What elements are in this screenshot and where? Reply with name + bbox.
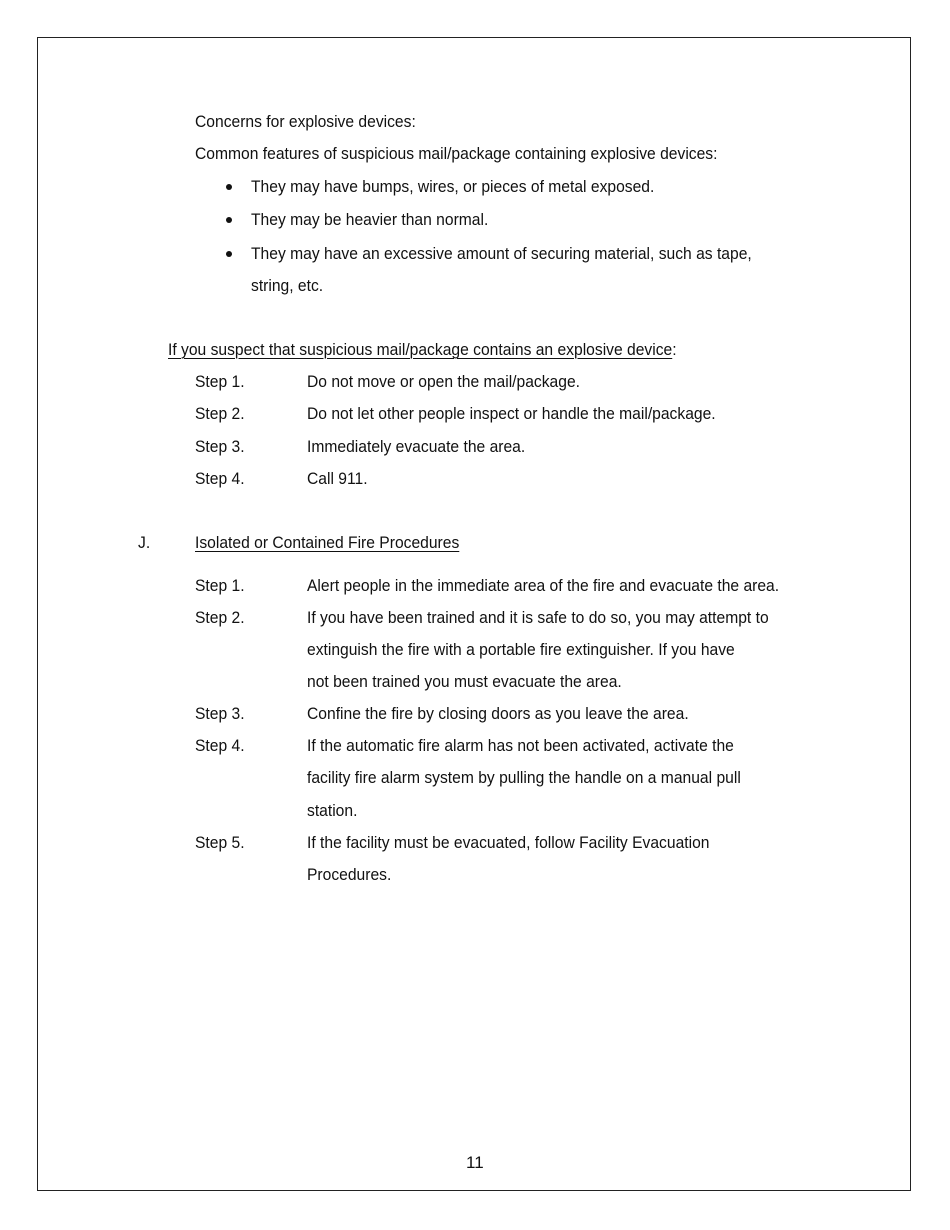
fire-step-label: Step 3. xyxy=(195,704,245,723)
fire-step-text: If you have been trained and it is safe to do so, you may attempt to xyxy=(307,608,769,627)
fire-step-text: Procedures. xyxy=(307,865,392,884)
suspect-heading-colon: : xyxy=(672,340,677,359)
bullet-icon xyxy=(226,217,232,223)
fire-step-label: Step 5. xyxy=(195,833,245,852)
fire-step-text: station. xyxy=(307,801,358,820)
section-title: Isolated or Contained Fire Procedures xyxy=(195,533,460,552)
suspect-heading-text: If you suspect that suspicious mail/package contains an explosive device xyxy=(168,340,673,359)
explosives-intro: Common features of suspicious mail/package containing explosive devices: xyxy=(195,144,718,163)
bullet-item-1: They may have bumps, wires, or pieces of metal exposed. xyxy=(251,177,655,196)
explosive-step-label: Step 1. xyxy=(195,372,245,391)
bullet-item-3: They may have an excessive amount of securing material, such as tape, xyxy=(251,244,752,263)
fire-step-label: Step 1. xyxy=(195,576,245,595)
explosive-step-text: Do not move or open the mail/package. xyxy=(307,372,580,391)
section-letter: J. xyxy=(138,533,151,552)
fire-step-text: If the automatic fire alarm has not been activated, activate the xyxy=(307,736,734,755)
fire-step-label: Step 2. xyxy=(195,608,245,627)
fire-step-text: Confine the fire by closing doors as you leave the area. xyxy=(307,704,689,723)
fire-step-label: Step 4. xyxy=(195,736,245,755)
bullet-item-3-continued: string, etc. xyxy=(251,276,324,295)
page-number: 11 xyxy=(466,1153,484,1172)
explosive-step-label: Step 2. xyxy=(195,404,245,423)
fire-step-text: extinguish the fire with a portable fire extinguisher. If you have xyxy=(307,640,735,659)
explosive-step-label: Step 4. xyxy=(195,469,245,488)
fire-step-text: Alert people in the immediate area of the fire and evacuate the area. xyxy=(307,576,780,595)
explosive-step-text: Do not let other people inspect or handle the mail/package. xyxy=(307,404,716,423)
fire-step-text: facility fire alarm system by pulling the handle on a manual pull xyxy=(307,768,741,787)
bullet-icon xyxy=(226,184,232,190)
bullet-item-2: They may be heavier than normal. xyxy=(251,210,489,229)
explosives-heading: Concerns for explosive devices: xyxy=(195,112,416,131)
suspect-heading xyxy=(168,339,677,361)
explosive-step-label: Step 3. xyxy=(195,437,245,456)
bullet-icon xyxy=(226,251,232,257)
fire-step-text: If the facility must be evacuated, follow Facility Evacuation xyxy=(307,833,710,852)
fire-step-text: not been trained you must evacuate the area. xyxy=(307,672,622,691)
explosive-step-text: Call 911. xyxy=(307,469,368,488)
explosive-step-text: Immediately evacuate the area. xyxy=(307,437,526,456)
